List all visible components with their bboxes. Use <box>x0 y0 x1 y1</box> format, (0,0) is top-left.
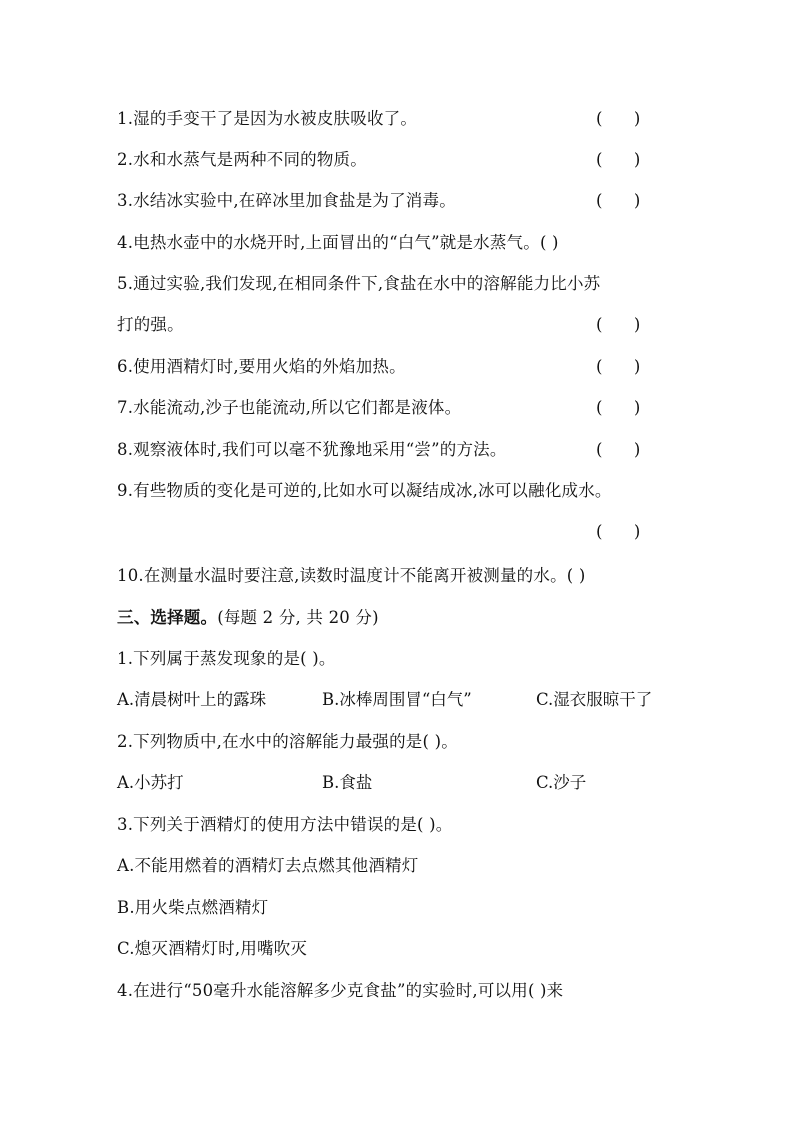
choice-q1-option-c: C.湿衣服晾干了 <box>536 690 653 709</box>
choice-q2-option-b: B.食盐 <box>322 773 373 792</box>
choice-q3-option-c: C.熄灭酒精灯时,用嘴吹灭 <box>117 939 308 958</box>
section-3-heading <box>117 607 379 629</box>
tf-item-4: 4.电热水壶中的水烧开时,上面冒出的“白气”就是水蒸气。( ) <box>117 233 559 252</box>
choice-q1-stem: 1.下列属于蒸发现象的是( )。 <box>117 649 336 668</box>
tf-item-1-bracket: ( ) <box>596 109 641 128</box>
tf-item-10: 10.在测量水温时要注意,读数时温度计不能离开被测量的水。( ) <box>117 566 586 585</box>
tf-item-2-bracket: ( ) <box>596 150 641 169</box>
tf-item-7-bracket: ( ) <box>596 398 641 417</box>
tf-item-9: 9.有些物质的变化是可逆的,比如水可以凝结成冰,冰可以融化成水。 <box>117 481 612 500</box>
tf-item-3-bracket: ( ) <box>596 191 641 210</box>
choice-q2-option-c: C.沙子 <box>536 773 587 792</box>
section-3-title: 三、选择题。 <box>117 608 218 627</box>
tf-item-9-bracket: ( ) <box>596 522 641 541</box>
choice-q1-option-b: B.冰棒周围冒“白气” <box>322 690 472 709</box>
tf-item-2: 2.水和水蒸气是两种不同的物质。 <box>117 150 367 169</box>
choice-q3-option-b: B.用火柴点燃酒精灯 <box>117 898 269 917</box>
choice-q3-stem: 3.下列关于酒精灯的使用方法中错误的是( )。 <box>117 815 453 834</box>
tf-item-5-line-2: 打的强。 <box>117 315 184 334</box>
tf-item-6-bracket: ( ) <box>596 357 641 376</box>
tf-item-7: 7.水能流动,沙子也能流动,所以它们都是液体。 <box>117 398 462 417</box>
choice-q4-stem: 4.在进行“50毫升水能溶解多少克食盐”的实验时,可以用( )来 <box>117 981 564 1000</box>
choice-q2-stem: 2.下列物质中,在水中的溶解能力最强的是( )。 <box>117 732 458 751</box>
tf-item-5-bracket: ( ) <box>596 315 641 334</box>
choice-q1-option-a: A.清晨树叶上的露珠 <box>117 690 267 709</box>
tf-item-5-line-1: 5.通过实验,我们发现,在相同条件下,食盐在水中的溶解能力比小苏 <box>117 274 601 293</box>
choice-q3-option-a: A.不能用燃着的酒精灯去点燃其他酒精灯 <box>117 856 419 875</box>
section-3-note: (每题 2 分, 共 20 分) <box>217 608 379 627</box>
tf-item-8-bracket: ( ) <box>596 440 641 459</box>
tf-item-6: 6.使用酒精灯时,要用火焰的外焰加热。 <box>117 357 406 376</box>
tf-item-3: 3.水结冰实验中,在碎冰里加食盐是为了消毒。 <box>117 191 456 210</box>
choice-q2-option-a: A.小苏打 <box>117 773 184 792</box>
tf-item-8: 8.观察液体时,我们可以毫不犹豫地采用“尝”的方法。 <box>117 440 507 459</box>
tf-item-1: 1.湿的手变干了是因为水被皮肤吸收了。 <box>117 109 418 128</box>
